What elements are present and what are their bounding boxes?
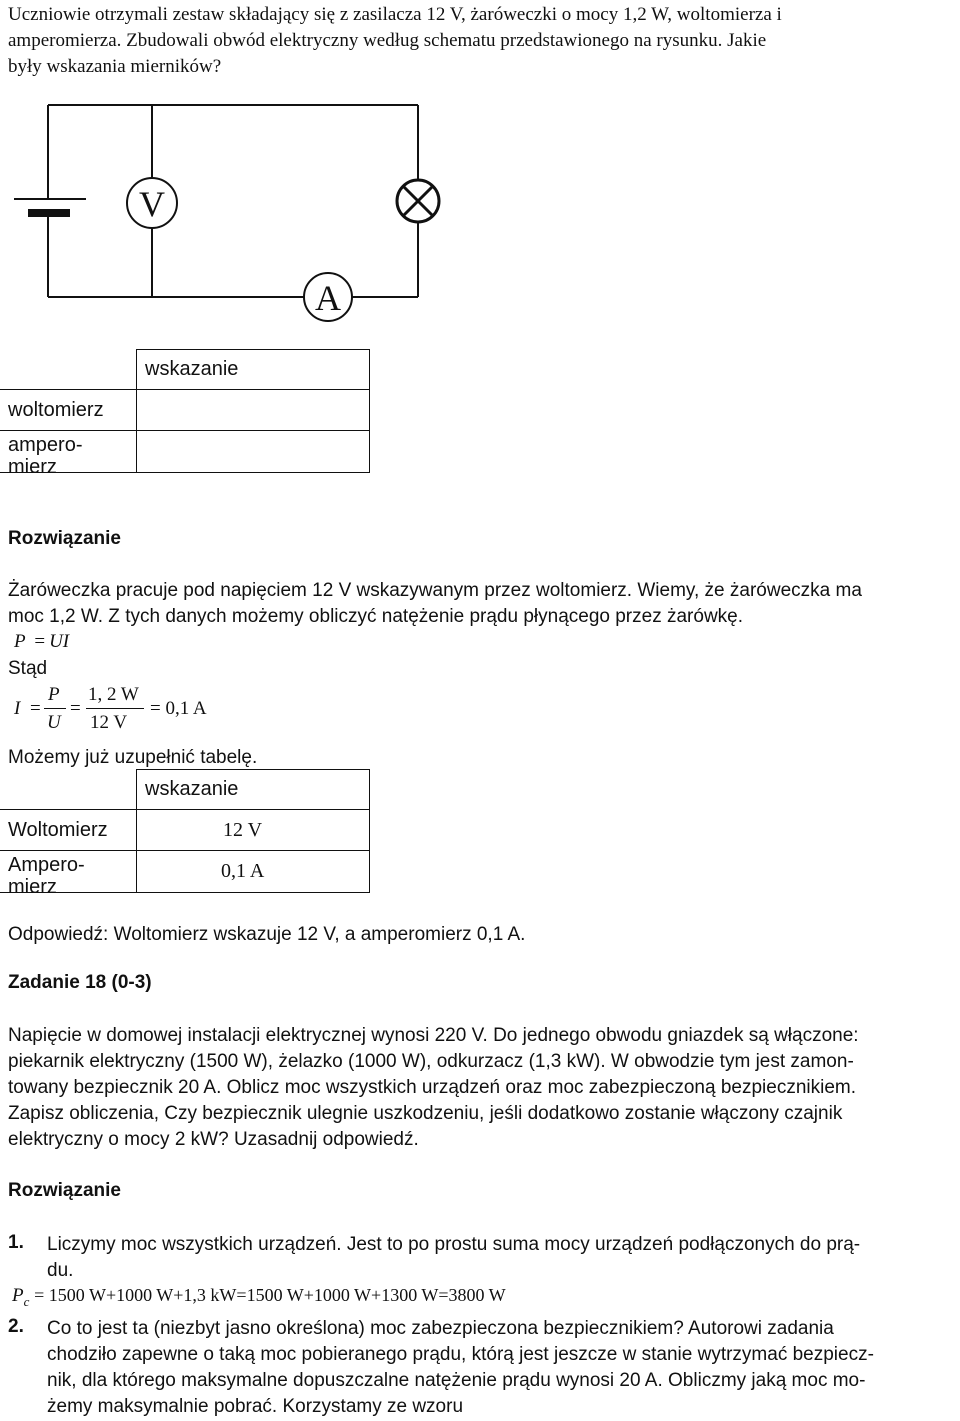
step-1-number: 1.: [8, 1232, 24, 1253]
table2-value-ammeter: 0,1 A: [137, 851, 370, 893]
battery-long-plate: [14, 198, 86, 200]
step2-line-1: Co to jest ta (niezbyt jasno określona) moc zabezpieczona bezpiecznikiem? Autorowi zadania: [47, 1318, 834, 1339]
step2-line-3: nik, dla którego maksymalne dopuszczalne natężenie prądu wynosi 20 A. Obliczmy jaką moc mo-: [47, 1370, 866, 1391]
formula-power: P = UI: [14, 631, 70, 652]
task18-line-2: piekarnik elektryczny (1500 W), żelazko (1000 W), odkurzacz (1,3 kW). W obwodzie tym jest zamon-: [8, 1051, 854, 1072]
step1-line-2: du.: [47, 1260, 74, 1281]
formula-total-power: $P_c = 1500$ W+1000 W+1,3 kW=1500 W+1000 W+1300 W=3800 W: [12, 1285, 506, 1309]
step1-line-1: Liczymy moc wszystkich urządzeń. Jest to po prostu suma mocy urządzeń podłączonych do prą-: [47, 1234, 861, 1255]
ammeter-symbol: A: [315, 278, 341, 318]
table1-value-voltmeter: [137, 390, 370, 431]
table1-value-ammeter: [137, 431, 370, 473]
table1-label-ammeter-cell: [0, 431, 137, 473]
intro-line-3: były wskazania mierników?: [8, 56, 222, 77]
answer-text: Odpowiedź: Woltomierz wskazuje 12 V, a amperomierz 0,1 A.: [8, 924, 526, 945]
solution1-line-2: moc 1,2 W. Z tych danych możemy obliczyć natężenie prądu płynącego przez żarówkę.: [8, 606, 744, 627]
table2-corner: [0, 770, 137, 810]
table1-corner: [0, 350, 137, 390]
voltmeter-symbol: V: [139, 184, 165, 224]
intro-line-1: Uczniowie otrzymali zestaw składający się z zasilacza 12 V, żaróweczki o mocy 1,2 W, woltomierza i: [8, 4, 782, 25]
table2-label-voltmeter: Woltomierz: [0, 810, 137, 851]
step-2-number: 2.: [8, 1316, 24, 1337]
table1-label-voltmeter: woltomierz: [0, 390, 137, 431]
stad-label: Stąd: [8, 658, 48, 679]
solution-heading-1: Rozwiązanie: [8, 528, 121, 549]
step2-line-4: żemy maksymalnie pobrać. Korzystamy ze wzoru: [47, 1396, 464, 1417]
table2-value-voltmeter: 12 V: [137, 810, 370, 851]
table1-label-ammeter-1: ampero-: [8, 433, 83, 456]
table1-label-ammeter-2: mierz: [8, 455, 57, 472]
task18-line-5: elektryczny o mocy 2 kW? Uzasadnij odpowiedź.: [8, 1129, 419, 1150]
table2-label-ammeter-cell: [0, 851, 137, 893]
intro-line-2: amperomierza. Zbudowali obwód elektryczny według schematu przedstawionego na rysunku. Jakie: [8, 30, 767, 51]
table2-label-ammeter-1: Ampero-: [8, 853, 85, 876]
meter-table-empty: [0, 349, 370, 473]
task18-line-1: Napięcie w domowej instalacji elektrycznej wynosi 220 V. Do jednego obwodu gniazdek są włączone:: [8, 1025, 859, 1046]
table2-label-ammeter-2: mierz: [8, 875, 57, 892]
task18-line-3: towany bezpiecznik 20 A. Oblicz moc wszystkich urządzeń oraz moc zabezpieczoną bezpiecznikiem.: [8, 1077, 856, 1098]
meter-table-filled: [0, 769, 370, 893]
table1-header: wskazanie: [137, 350, 370, 390]
step2-line-2: chodziło zapewne o taką moc pobieranego prądu, którą jest jeszcze w stanie wytrzymać bezpiecz-: [47, 1344, 874, 1365]
circuit-diagram: [0, 0, 460, 345]
fill-table-text: Możemy już uzupełnić tabelę.: [8, 747, 258, 768]
task-18-heading: Zadanie 18 (0-3): [8, 972, 152, 993]
solution1-line-1: Żaróweczka pracuje pod napięciem 12 V wskazywanym przez woltomierz. Wiemy, że żaróweczka ma: [8, 580, 862, 601]
battery-short-plate: [28, 209, 70, 217]
formula-current: I = P U = 1, 2 W 12 V = 0,1 A: [14, 684, 207, 733]
task18-line-4: Zapisz obliczenia, Czy bezpiecznik ulegnie uszkodzeniu, jeśli dodatkowo zostanie włączony czajnik: [8, 1103, 843, 1124]
solution-heading-2: Rozwiązanie: [8, 1180, 121, 1201]
table2-header: wskazanie: [137, 770, 370, 810]
